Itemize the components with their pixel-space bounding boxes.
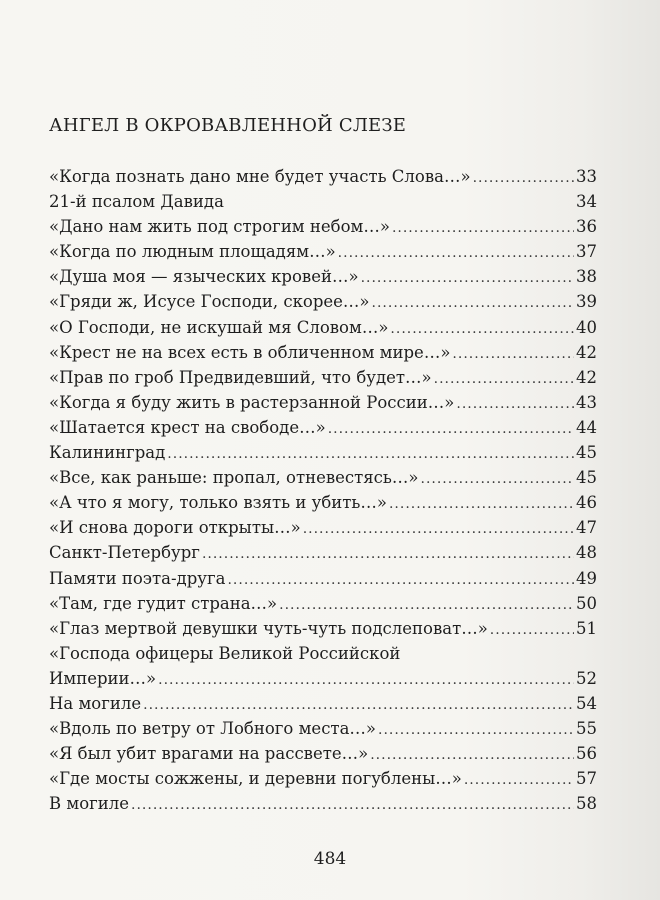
entry-title: 21-й псалом Давида [49, 192, 224, 212]
entry-page: 54 [576, 693, 597, 713]
toc-entry [49, 791, 597, 816]
toc-entry [49, 315, 597, 340]
entry-title: «Все, как раньше: пропал, отневестясь…» [49, 468, 419, 488]
dot-leader [473, 166, 574, 191]
toc-entry [49, 214, 597, 239]
dot-leader [490, 618, 574, 643]
entry-title: «Душа моя — языческих кровей…» [49, 267, 359, 287]
toc-entry [49, 716, 597, 741]
entry-page: 46 [576, 493, 597, 513]
dot-leader [143, 693, 574, 718]
toc-entry [49, 340, 597, 365]
entry-page: 51 [576, 618, 597, 638]
dot-leader [227, 568, 574, 593]
dot-leader [131, 793, 574, 818]
entry-page: 56 [576, 744, 597, 764]
entry-page: 58 [576, 794, 597, 814]
dot-leader [361, 266, 574, 291]
entry-title: На могиле [49, 693, 142, 713]
dot-leader [389, 492, 574, 517]
toc-entry [49, 239, 597, 264]
entry-title: «Дано нам жить под строгим небом…» [49, 217, 390, 237]
toc-entry [49, 264, 597, 289]
entry-page: 44 [576, 417, 597, 437]
toc-entry [49, 440, 597, 465]
dot-leader [378, 718, 574, 743]
toc-entry [49, 490, 597, 515]
entry-title: «А что я могу, только взять и убить…» [49, 493, 387, 513]
entry-title: Калининград [49, 443, 166, 463]
dot-leader [464, 768, 574, 793]
toc-entry [49, 641, 597, 691]
toc-entry [49, 540, 597, 565]
toc-entry [49, 741, 597, 766]
toc-entry [49, 415, 597, 440]
toc-entry [49, 591, 597, 616]
entry-page: 45 [576, 443, 597, 463]
entry-title-line2: Империи…» [49, 668, 157, 688]
dot-leader [167, 442, 574, 467]
entry-page: 48 [576, 543, 597, 563]
entry-title: «Вдоль по ветру от Лобного места…» [49, 719, 376, 739]
toc-entry [49, 566, 597, 591]
dot-leader [328, 417, 574, 442]
entry-page: 49 [576, 568, 597, 588]
entry-page: 40 [576, 317, 597, 337]
entry-title-line1: «Господа офицеры Великой Российской [49, 643, 401, 663]
entry-title: «Гряди ж, Исусе Господи, скорее…» [49, 292, 370, 312]
toc-entry [49, 766, 597, 791]
entry-title: «Глаз мертвой девушки чуть-чуть подслеповат…» [49, 618, 488, 638]
dot-leader [421, 467, 575, 492]
entry-title: «Крест не на всех есть в обличенном мире…» [49, 342, 451, 362]
dot-leader [158, 668, 574, 693]
entry-title: «И снова дороги открыты…» [49, 518, 301, 538]
toc-entry [49, 465, 597, 490]
toc-entry [49, 616, 597, 641]
entry-page: 42 [576, 367, 597, 387]
entry-page: 39 [576, 292, 597, 312]
entry-page: 38 [576, 267, 597, 287]
entry-title: «О Господи, не искушай мя Словом…» [49, 317, 389, 337]
table-of-contents [49, 164, 597, 816]
entry-page: 36 [576, 217, 597, 237]
toc-entry [49, 164, 597, 189]
entry-page: 37 [576, 242, 597, 262]
entry-page: 33 [576, 167, 597, 186]
entry-title: «Шатается крест на свободе…» [49, 417, 326, 437]
toc-entry [49, 390, 597, 415]
toc-entry [49, 365, 597, 390]
dot-leader [202, 542, 574, 567]
entry-page: 55 [576, 719, 597, 739]
dot-leader [390, 317, 574, 342]
entry-title: «Когда я буду жить в растерзанной России…» [49, 392, 455, 412]
page-number: 484 [313, 849, 347, 869]
entry-page: 43 [576, 392, 597, 412]
entry-title: «Прав по гроб Предвидевший, что будет…» [49, 367, 432, 387]
entry-title: Памяти поэта-друга [49, 568, 226, 588]
dot-leader [392, 216, 574, 241]
dot-leader [372, 291, 574, 316]
toc-entry [49, 289, 597, 314]
entry-title: «Когда по людным площадям…» [49, 242, 336, 262]
entry-page: 34 [576, 192, 597, 212]
entry-title: «Когда познать дано мне будет участь Слова…» [49, 167, 471, 186]
entry-page: 45 [576, 468, 597, 488]
dot-leader [338, 241, 574, 266]
dot-leader [452, 342, 574, 367]
entry-title-line2-row [49, 666, 597, 691]
entry-page: 52 [576, 668, 597, 688]
entry-title: «Я был убит врагами на рассвете…» [49, 744, 369, 764]
toc-entry [49, 691, 597, 716]
entry-title: «Где мосты сожжены, и деревни погублены…» [49, 769, 462, 789]
toc-entry [49, 515, 597, 540]
dot-leader [370, 743, 574, 768]
entry-page: 50 [576, 593, 597, 613]
toc-entry [49, 189, 597, 214]
entry-title: «Там, где гудит страна…» [49, 593, 278, 613]
dot-leader [279, 593, 574, 618]
entry-page: 57 [576, 769, 597, 789]
dot-leader [303, 517, 574, 542]
dot-leader [434, 367, 574, 392]
section-title: АНГЕЛ В ОКРОВАВЛЕННОЙ СЛЕЗЕ [49, 115, 407, 136]
entry-page: 42 [576, 342, 597, 362]
dot-leader [456, 392, 574, 417]
entry-title: Санкт-Петербург [49, 543, 200, 563]
entry-page: 47 [576, 518, 597, 538]
entry-title: В могиле [49, 794, 130, 814]
